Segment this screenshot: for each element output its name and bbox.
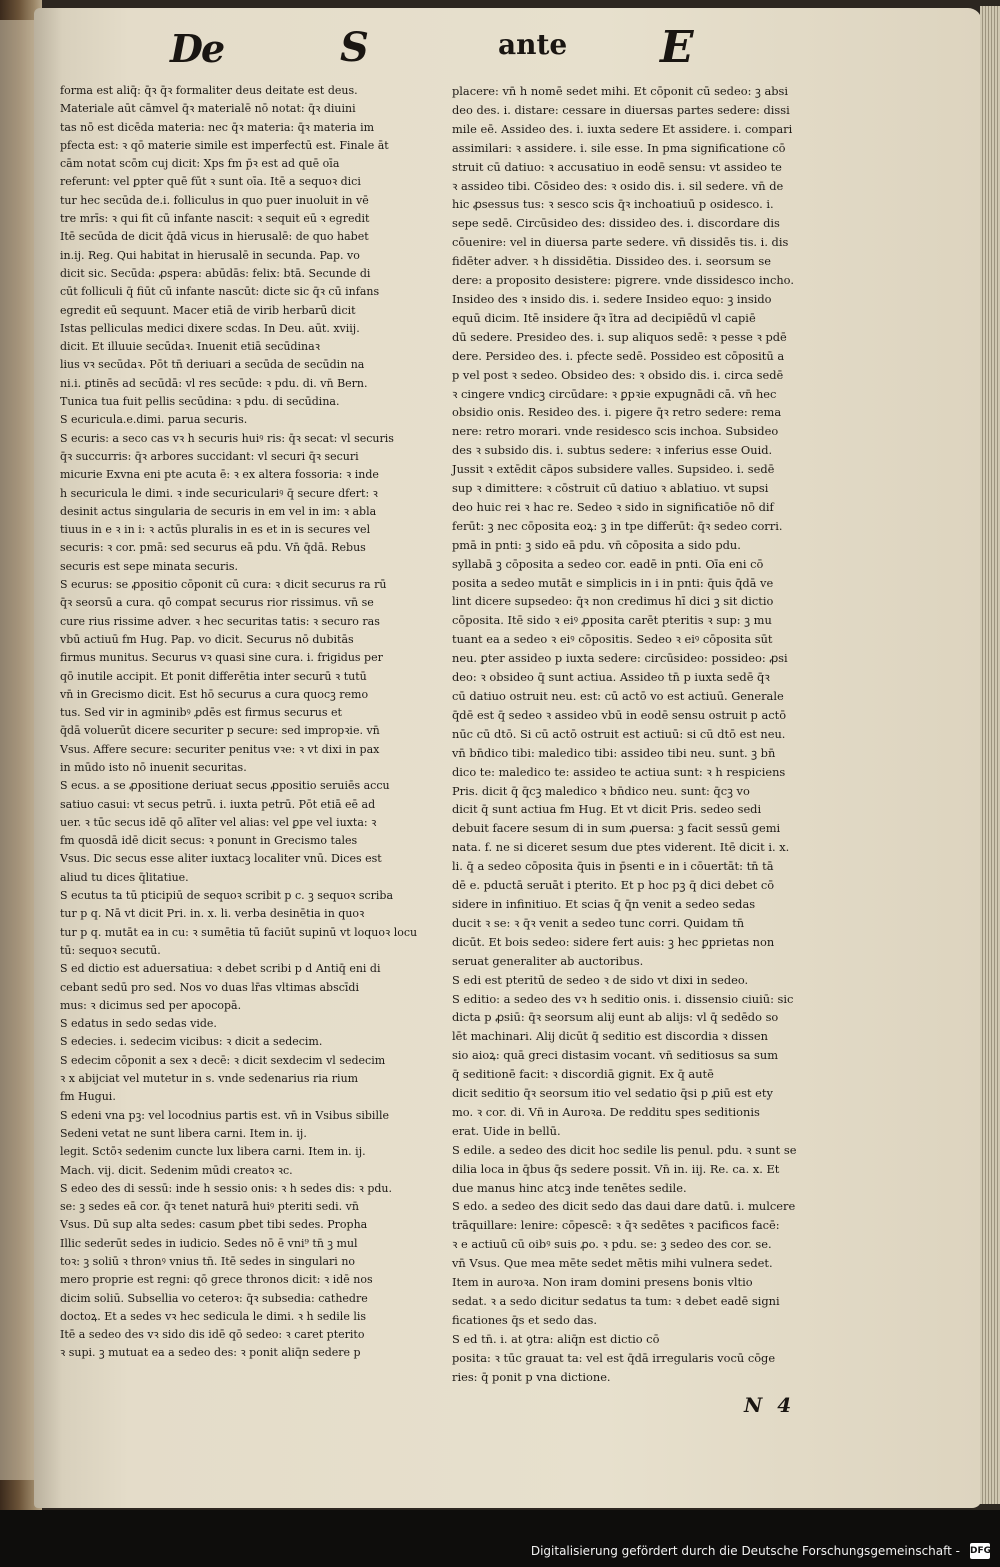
text-line: vn̄ in Grecismo dicit. Est hō securus a cura quocꝫ remo [60,687,369,701]
text-line: erat. Uide in bellū. [452,1123,561,1138]
text-line: mo. ꝛ cor. di. Vn̄ in Auroꝛa. De redditu spes seditionis [452,1104,760,1119]
text-line: Insideo des ꝛ insido dis. i. sedere Insideo equo: ꝫ insido [452,291,772,306]
running-header [160,22,720,72]
footer-credit: Digitalisierung gefördert durch die Deutsche Forschungsgemeinschaft - [530,1544,960,1558]
text-line: placere: vn̄ h nomē sedet mihi. Et cōponit cū sedeo: ꝫ absi [452,84,789,98]
text-line: S edecies. i. sedecim vicibus: ꝛ dicit a sedecim. [60,1035,323,1049]
text-line: p vel post ꝛ sedeo. Obsideo des: ꝛ obsido dis. i. circa sedē [452,367,784,382]
text-line: tus. Sed vir in agminibꝰ ꝓdēs est firmus securus et [60,706,342,720]
text-line: lēt machinari. Alij dicūt q̄ seditio est discordia ꝛ dissen [452,1029,768,1044]
text-line: dicit seditio q̄ꝛ seorsum itio vel sedatio q̄si p ꝓiū est ety [452,1086,773,1101]
text-line: S edile. a sedeo des dicit hoc sedile lis penul. pdu. ꝛ sunt se [452,1142,797,1157]
text-line: dē e. pductā seruāt i pterito. Et p hoc pꝫ q̄ dici debet cō [452,878,775,893]
text-line: uer. ꝛ tūc secus idē qō alīter vel alias: vel ꝑpe vel iuxta: ꝛ [60,815,377,829]
text-line: tū: sequoꝛ secutū. [60,943,161,957]
text-line: lint dicere supsedeo: q̄ꝛ non credimus hī dici ꝫ sit dictio [452,594,774,609]
text-line: sidere in infinitiuo. Et scias q̄ q̄n venit a sedeo sedas [452,896,756,911]
text-line: sio aioꝝ: quā greci distasim vocant. vn̄ seditiosus sa sum [452,1048,779,1063]
text-line: aliud tu dices q̄litatiue. [60,870,189,884]
signature-mark: N 4 [744,1393,796,1417]
text-line: ꝛ e actiuū cū oibꝰ suis ꝓo. ꝛ pdu. se: ꝫ sedeo des cor. se. [452,1237,772,1252]
text-line: tur p q. Nā vt dicit Pri. in. x. li. verba desinētia in quoꝛ [60,907,365,921]
text-line: Tunica tua fuit pellis secūdina: ꝛ pdu. di secūdina. [60,395,340,409]
previous-page-edge [0,20,38,1480]
text-line: dico te: maledico te: assideo te actiua sunt: ꝛ h respiciens [452,764,786,779]
text-line: dere. Persideo des. i. pfecte sedē. Possideo est cōpositū a [452,348,785,363]
text-line: nere: retro morari. vnde residesco scis inchoa. Subsideo [452,424,779,439]
text-line: forma est aliq̄: q̄ꝛ q̄ꝛ formaliter deus deitate est deus. [60,84,358,97]
text-line: struit cū datiuo: ꝛ accusatiuo in eodē sensu: vt assideo te [452,159,782,174]
text-line: Vsus. Dic secus esse aliter iuxtacꝫ localiter vnū. Dices est [60,852,382,866]
text-line: tas nō est dicēda materia: nec q̄ꝛ materia: q̄ꝛ materia im [60,120,375,134]
text-line: S edecim cōponit a sex ꝛ decē: ꝛ dicit sexdecim vl sedecim [60,1053,386,1067]
text-line: cōposita. Itē sido ꝛ eiꝰ ꝓposita carēt pteritis ꝛ sup: ꝫ mu [452,613,772,628]
text-line: Mach. vij. dicit. Sedenim mūdi creatoꝛ ꝛc. [60,1163,293,1177]
text-line: dicta p ꝓsiū: q̄ꝛ seorsum alij eunt ab alijs: vl q̄ sedēdo so [452,1010,779,1025]
text-line: ꝛ cingere vndicꝫ circūdare: ꝛ ꝑpꝛie expugnādi cā. vn̄ hec [452,386,777,401]
text-line: S editio: a sedeo des vꝛ h seditio onis. i. dissensio ciuiū: sic [452,991,794,1006]
text-line: des ꝛ subsido dis. i. subtus sedere: ꝛ inferius esse Ouid. [452,443,773,458]
text-line: nata. f. ne si diceret sesum due ptes viderent. Itē dicit i. x. [452,840,790,855]
text-line: S ecuris: a seco cas vꝛ h securis huiꝰ ris: q̄ꝛ secat: vl securis [60,431,394,445]
left-text-column [60,82,420,1363]
text-line: desinit actus singularia de securis in em vel in im: ꝛ abla [60,504,377,518]
text-line: mero proprie est regni: qō grece thronos dicit: ꝛ idē nos [60,1273,373,1287]
text-line: sup ꝛ dimittere: ꝛ cōstruit cū datiuo ꝛ ablatiuo. vt supsi [452,481,769,496]
text-line: legit. Sctōꝛ sedenim cuncte lux libera carni. Item in. ij. [60,1145,366,1159]
text-line: Vsus. Affere secure: securiter penitus vꝛe: ꝛ vt dixi in pax [60,742,380,756]
text-line: ferūt: ꝫ nec cōposita eoꝝ: ꝫ in tpe differūt: q̄ꝛ sedeo corri. [452,518,783,533]
text-line: Illic sederūt sedes in iudicio. Sedes nō ē vni⁹ tn̄ ꝫ mul [60,1236,358,1250]
text-line: trāquillare: lenire: cōpescē: ꝛ q̄ꝛ sedētes ꝛ pacificos facē: [452,1218,780,1233]
text-line: dicūt. Et bois sedeo: sidere fert auis: ꝫ hec ꝑprietas non [452,934,775,949]
text-line: S edeni vna pꝫ: vel locodnius partis est. vn̄ in Vsibus sibille [60,1108,389,1122]
text-line: sepe sedē. Circūsideo des: dissideo des. i. discordare dis [452,216,780,231]
text-line: ducit ꝛ se: ꝛ q̄ꝛ venit a sedeo tunc corri. Quidam tn̄ [452,915,745,930]
text-line: deo des. i. distare: cessare in diuersas partes sedere: dissi [452,102,790,117]
text-line: Itē secūda de dicit q̄dā vicus in hierusalē: de quo habet [60,230,369,244]
text-line: dicim soliū. Subsellia vo ceteroꝛ: q̄ꝛ subsedia: cathedre [60,1291,368,1305]
text-line: S ed tn̄. i. at ꝯtra: aliq̄n est dictio cō [452,1331,660,1346]
text-line: Pris. dicit q̄ q̄cꝫ maledico ꝛ bn̄dico neu. sunt: q̄cꝫ vo [452,783,750,798]
text-line: Istas pelliculas medici dixere scdas. In Deu. aūt. xviij. [60,321,360,335]
text-line: fidēter adver. ꝛ h dissidētia. Dissideo des. i. seorsum se [452,254,771,269]
text-line: q̄ seditionē facit: ꝛ discordiā gignit. Ex q̄ autē [452,1067,714,1082]
text-line: obsidio onis. Resideo des. i. pigere q̄ꝛ retro sedere: rema [452,405,782,420]
text-line: neu. ꝑter assideo p iuxta sedere: circūsideo: possideo: ꝓsi [452,651,788,666]
text-line: dicit. Et illuuie secūdaꝛ. Inuenit etiā secūdinaꝛ [60,340,320,354]
text-line: q̄ꝛ seorsū a cura. qō compat securus rior rissimus. vn̄ se [60,596,374,610]
text-line: deo huic rei ꝛ hac re. Sedeo ꝛ sido in significatiōe nō dif [452,499,774,514]
text-line: S ecutus ta tū pticipiū de sequoꝛ scribit p c. ꝫ sequoꝛ scriba [60,889,394,903]
text-line: lius vꝛ secūdaꝛ. Pōt tn̄ deriuari a secūda de secūdin na [60,358,365,372]
header-ante: ante [498,28,568,61]
text-line: cām notat scōm cuj dicit: Xps fm p̄ꝛ est ad quē oīa [60,157,340,171]
text-line: S ecurus: se ꝓpositio cōponit cū cura: ꝛ dicit securus ra rū [60,578,387,592]
text-line: S ecus. a se ꝓpositione deriuat secus ꝓpositio seruiēs accu [60,779,390,793]
text-line: posita: ꝛ tūc grauat ta: vel est q̄dā irregularis vocū cōge [452,1350,776,1365]
text-line: satiuo casui: vt secus petrū. i. iuxta petrū. Pōt etiā eē ad [60,797,376,811]
text-line: Item in auroꝛa. Non iram domini presens bonis vltio [452,1275,753,1290]
text-line: Vsus. Dū sup alta sedes: casum ꝑbet tibi sedes. Propha [60,1218,368,1232]
text-line: cū datiuo ostruit neu. est: cū actō vo est actiuū. Generale [452,689,784,703]
text-line: mile eē. Assideo des. i. iuxta sedere Et assidere. i. compari [452,121,793,136]
text-line: q̄dā voluerūt dicere securiter p secure: sed impropꝛie. vn̄ [60,724,380,738]
text-line: due manus hinc atcꝫ inde tenētes sedile. [452,1180,687,1195]
text-line: S edo. a sedeo des dicit sedo das daui dare datū. i. mulcere [452,1199,796,1214]
text-line: Materiale aūt cāmvel q̄ꝛ materialē nō notat: q̄ꝛ diuini [60,102,356,116]
text-line: seruat generaliter ab auctoribus. [452,953,644,968]
text-line: vn̄ Vsus. Que mea mēte sedet mētis mihi vulnera sedet. [452,1256,773,1271]
text-line: Jussit ꝛ extēdit cāpos subsidere valles. Supsideo. i. sedē [452,462,775,477]
text-line: micurie Exvna eni pte acuta ē: ꝛ ex altera fossoria: ꝛ inde [60,468,379,482]
text-line: egredit eū sequunt. Macer etiā de virib herbarū dicit [60,303,356,317]
text-line: toꝛ: ꝫ soliū ꝛ thronꝰ vnius tn̄. Itē sedes in singulari no [60,1255,356,1268]
text-line: vbū actiuū fm Hug. Pap. vo dicit. Securus nō dubitās [60,632,354,646]
text-line: cōuenire: vel in diuersa parte sedere. vn̄ dissidēs tis. i. dis [452,235,789,250]
text-line: ꝛ assideo tibi. Cōsideo des: ꝛ osido dis. i. sil sedere. vn̄ de [452,178,784,193]
text-line: in.ij. Reg. Qui habitat in hierusalē in secunda. Pap. vo [60,248,360,262]
text-line: pmā in pnti: ꝫ sido eā pdu. vn̄ cōposita a sido pdu. [452,537,741,552]
text-line: dicit q̄ sunt actiua fm Hug. Et vt dicit Pris. sedeo sedi [452,802,762,817]
text-line: pfecta est: ꝛ qō materie simile est imperfectū est. Finale āt [60,138,389,152]
page-stack-edge [980,6,1000,1504]
text-line: ries: q̄ ponit p vna dictione. [452,1369,611,1384]
right-text-column [452,82,812,1387]
text-line: dicit sic. Secūda: ꝓspera: abūdās: felix: btā. Secunde di [60,266,371,280]
text-line: cebant sedū pro sed. Nos vo duas lr̄as vltimas abscīdi [60,980,359,994]
text-line: q̄dē est q̄ sedeo ꝛ assideo vbū in eodē sensu ostruit p actō [452,707,787,722]
text-line: fm quosdā idē dicit secus: ꝛ ponunt in Grecismo tales [60,834,358,848]
dfg-logo-icon: DFG [970,1543,990,1559]
text-line: tre mrīs: ꝛ qui fit cū infante nascit: ꝛ sequit eū ꝛ egredit [60,212,370,226]
text-line: equū dicim. Itē insidere q̄ꝛ ītra ad decipiēdū vl capiē [452,310,756,325]
header-de: De [170,26,224,71]
text-line: ꝛ x abijciat vel mutetur in s. vnde sedenarius ria rium [60,1072,359,1086]
text-line: assimilari: ꝛ assidere. i. sile esse. In pma significatione cō [452,140,786,155]
text-line: dilia loca in q̄bus q̄s sedere possit. Vn̄ in. iij. Re. ca. x. Et [452,1161,780,1176]
text-line: li. q̄ a sedeo cōposita q̄uis in p̄senti e in i cōuertāt: tn̄ tā [452,859,774,874]
text-line: nūc cū dtō. Si cū actō ostruit est actiuū: si cū dtō est neu. [452,726,786,741]
text-line: ꝛ supi. ꝫ mutuat ea a sedeo des: ꝛ ponit aliq̄n sedere p [60,1346,361,1360]
text-line: vn̄ bn̄dico tibi: maledico tibi: assideo tibi neu. sunt. ꝫ bn̄ [452,745,776,760]
text-line: tur p q. mutāt ea in cu: ꝛ sumētia tū faciūt supinū vt loquoꝛ locu [60,925,418,939]
text-line: debuit facere sesum di in sum ꝓuersa: ꝫ facit sessū gemi [452,821,781,836]
text-line: ni.i. ꝑtinēs ad secūdā: vl res secūde: ꝛ pdu. di. vn̄ Bern. [60,376,368,390]
text-line: posita a sedeo mutāt e simplicis in i in pnti: q̄uis q̄dā ve [452,575,774,590]
text-line: mus: ꝛ dicimus sed per apocopā. [60,998,242,1012]
text-line: fm Hugui. [60,1090,116,1104]
text-line: referunt: vel ꝑpter quē fūt ꝛ sunt oīa. Itē a sequoꝛ dici [60,175,361,189]
footer-bar [0,1510,1000,1567]
text-line: cure rius rissime adver. ꝛ hec securitas tatis: ꝛ securo ras [60,614,380,628]
text-line: S ecuricula.e.dimi. parua securis. [60,413,248,427]
text-line: deo: ꝛ obsideo q̄ sunt actiua. Assideo tn̄ p iuxta sedē q̄ꝛ [452,670,770,685]
text-line: firmus munitus. Securus vꝛ quasi sine cura. i. frigidus per [60,651,383,665]
text-line: S ed dictio est aduersatiua: ꝛ debet scribi p d Antiq̄ eni di [60,962,381,976]
text-line: doctoꝝ. Et a sedes vꝛ hec sedicula le dimi. ꝛ h sedile lis [60,1309,367,1323]
text-line: hic ꝓsessus tus: ꝛ sesco scis q̄ꝛ inchoatiuū p osidesco. i. [452,197,774,212]
text-line: h securicula le dimi. ꝛ inde securiculariꝰ q̄ secure dfert: ꝛ [60,486,378,500]
header-e: E [660,22,694,73]
text-line: tiuus in e ꝛ in i: ꝛ actūs pluralis in es et in is secures vel [60,523,371,537]
text-line: dū sedere. Presideo des. i. sup aliquos sedē: ꝛ pesse ꝛ pdē [452,329,787,344]
text-line: sedat. ꝛ a sedo dicitur sedatus ta tum: ꝛ debet eadē signi [452,1294,780,1308]
text-line: securis est sepe minata securis. [60,559,238,573]
text-line: Itē a sedeo des vꝛ sido dis idē qō sedeo: ꝛ caret pterito [60,1328,365,1342]
text-line: dere: a proposito desistere: pigrere. vnde dissidesco incho. [452,273,794,288]
text-line: syllabā ꝫ cōposita a sedeo cor. eadē in pnti. Oīa eni cō [452,556,764,571]
text-line: tur hec secūda de.i. folliculus in quo puer inuoluit in vē [60,193,369,207]
text-line: qō inutile accipit. Et ponit differētia inter securū ꝛ tutū [60,669,367,683]
text-line: securis: ꝛ cor. pmā: sed securus eā pdu. Vn̄ q̄dā. Rebus [60,541,366,555]
text-line: se: ꝫ sedes eā cor. q̄ꝛ tenet naturā huiꝰ pteriti sedi. vn̄ [60,1200,359,1214]
text-line: tuant ea a sedeo ꝛ eiꝰ cōpositis. Sedeo ꝛ eiꝰ cōposita sūt [452,632,773,647]
text-line: S edi est pteritū de sedeo ꝛ de sido vt dixi in sedeo. [452,972,749,987]
text-line: in mūdo isto nō inuenit securitas. [60,760,247,774]
text-line: cūt folliculi q̄ fiūt cū infante nascūt: dicte sic q̄ꝛ cū infans [60,285,380,299]
text-line: Sedeni vetat ne sunt libera carni. Item in. ij. [60,1126,307,1140]
text-line: ficationes q̄s et sedo das. [452,1312,597,1327]
text-line: S edeo des di sessū: inde h sessio onis: ꝛ h sedes dis: ꝛ pdu. [60,1181,393,1195]
text-line: S edatus in sedo sedas vide. [60,1017,217,1031]
text-line: q̄ꝛ succurris: q̄ꝛ arbores succidant: vl securi q̄ꝛ securi [60,449,359,463]
header-s: S [340,24,369,71]
